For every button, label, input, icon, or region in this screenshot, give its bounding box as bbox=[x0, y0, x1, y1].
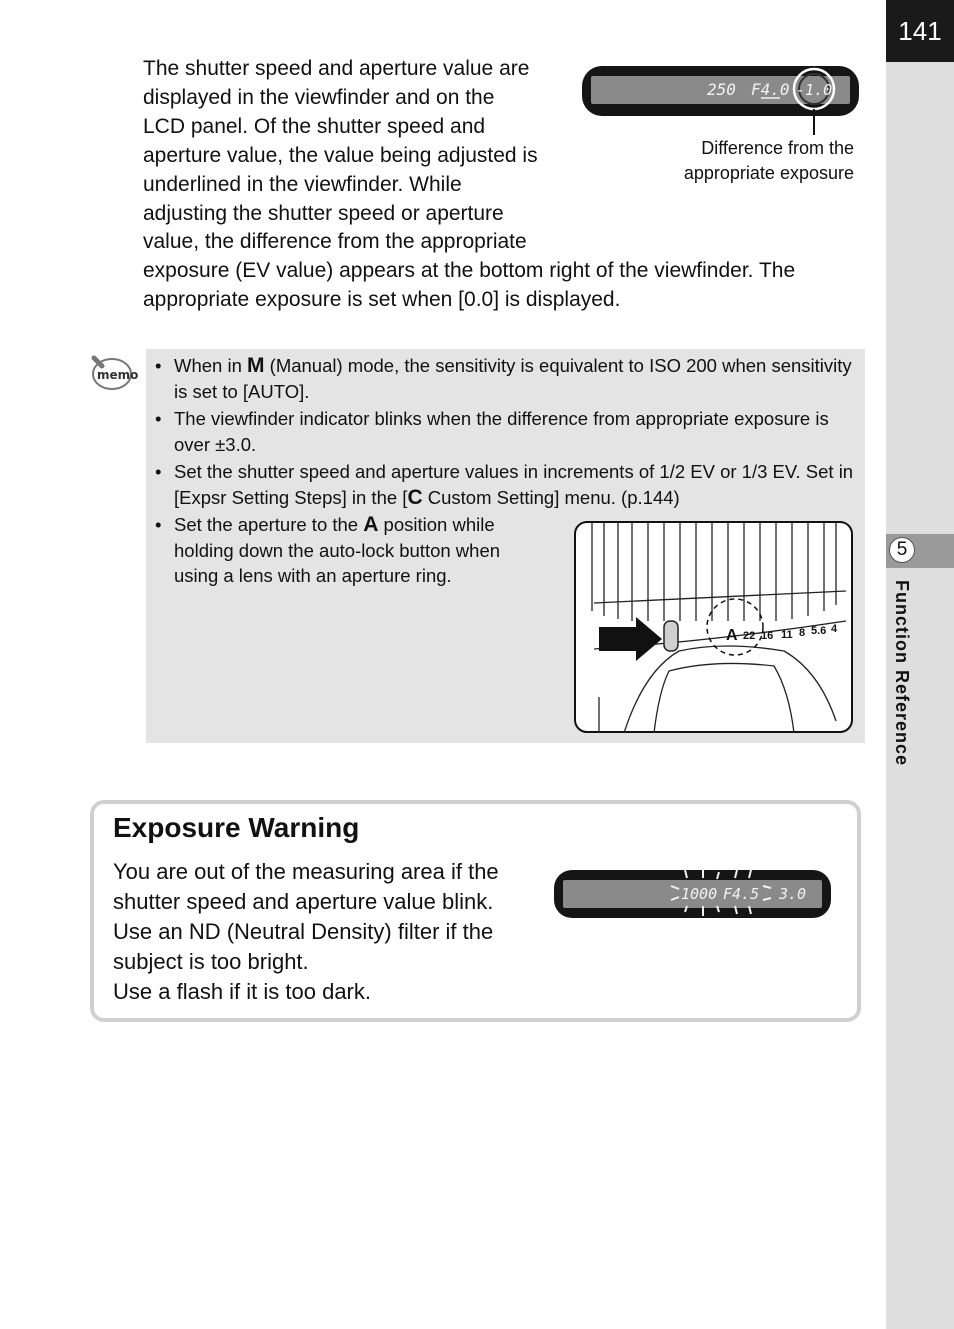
viewfinder-2-shutter: 1000 bbox=[681, 885, 718, 903]
warning-line: shutter speed and aperture value blink. bbox=[113, 889, 494, 914]
viewfinder-1-aperture: F4.0 bbox=[751, 80, 790, 99]
callout-line bbox=[812, 109, 816, 135]
page-number: 141 bbox=[886, 0, 954, 62]
viewfinder-1-shutter: 250 bbox=[707, 80, 736, 99]
scale-4: 4 bbox=[831, 623, 838, 635]
viewfinder-caption bbox=[620, 136, 854, 186]
warning-line: Use an ND (Neutral Density) filter if the bbox=[113, 919, 494, 944]
viewfinder-1-difference: -1.0 bbox=[796, 81, 833, 99]
memo-item bbox=[155, 512, 544, 589]
scale-22: 22 bbox=[743, 630, 756, 642]
caption-line-2: appropriate exposure bbox=[683, 163, 854, 183]
lens-aperture-illustration bbox=[574, 521, 854, 734]
manual-mode-symbol: M bbox=[247, 354, 265, 377]
viewfinder-2-aperture: F4.5 bbox=[723, 885, 760, 903]
viewfinder-display-1 bbox=[581, 65, 861, 117]
memo-text: The viewfinder indicator blinks when the difference from appropriate exposure is over ±3.0. bbox=[174, 408, 829, 455]
scale-11: 11 bbox=[781, 629, 793, 641]
memo-text: (Manual) mode, the sensitivity is equivalent to ISO 200 when sensitivity is set to [AUTO]. bbox=[174, 355, 852, 402]
memo-text: When in bbox=[174, 355, 248, 376]
exposure-warning-title: Exposure Warning bbox=[113, 812, 360, 843]
intro-paragraph: The shutter speed and aperture value are displayed in the viewfinder and on the LCD panel. Of the shutter speed and aperture value, the value being adjusted is underlined in the viewfinder. While adjusting the shutter speed or aperture value, the difference from the appropriate exposure (EV value) appears at the bottom right of the viewfinder. The appropriate exposure is set when [0.0] is displayed. bbox=[143, 57, 796, 312]
memo-item bbox=[155, 406, 865, 457]
chapter-label: Function Reference bbox=[892, 580, 912, 767]
scale-16: 16 bbox=[761, 630, 774, 642]
warning-line: subject is too bright. bbox=[113, 949, 309, 974]
memo-text: Set the shutter speed and aperture values in increments of 1/2 EV or 1/3 EV. Set in [Expsr Setting Steps] in the [ bbox=[174, 461, 854, 508]
viewfinder-2-difference: 3.0 bbox=[779, 885, 807, 903]
chapter-number: 5 bbox=[889, 537, 915, 563]
memo-item bbox=[155, 459, 865, 510]
aperture-a-symbol: A bbox=[363, 513, 379, 536]
scale-5-6: 5.6 bbox=[811, 625, 827, 637]
memo-text: position while holding down the auto-lock button when using a lens with an aperture ring. bbox=[174, 514, 501, 586]
scale-a: A bbox=[726, 627, 738, 644]
viewfinder-display-2 bbox=[553, 866, 833, 920]
warning-line: Use a flash if it is too dark. bbox=[113, 979, 371, 1004]
memo-text: Set the aperture to the bbox=[174, 514, 364, 535]
memo-item bbox=[155, 353, 865, 404]
memo-icon bbox=[88, 352, 139, 394]
memo-text: Custom Setting] menu. (p.144) bbox=[422, 486, 680, 508]
scale-8: 8 bbox=[799, 627, 806, 639]
memo-icon-label: memo bbox=[97, 368, 139, 382]
auto-lock-button bbox=[664, 621, 678, 651]
exposure-warning-text bbox=[113, 857, 553, 1007]
warning-line: You are out of the measuring area if the bbox=[113, 859, 499, 884]
custom-setting-symbol: C bbox=[407, 485, 423, 509]
caption-line-1: Difference from the bbox=[701, 138, 854, 158]
